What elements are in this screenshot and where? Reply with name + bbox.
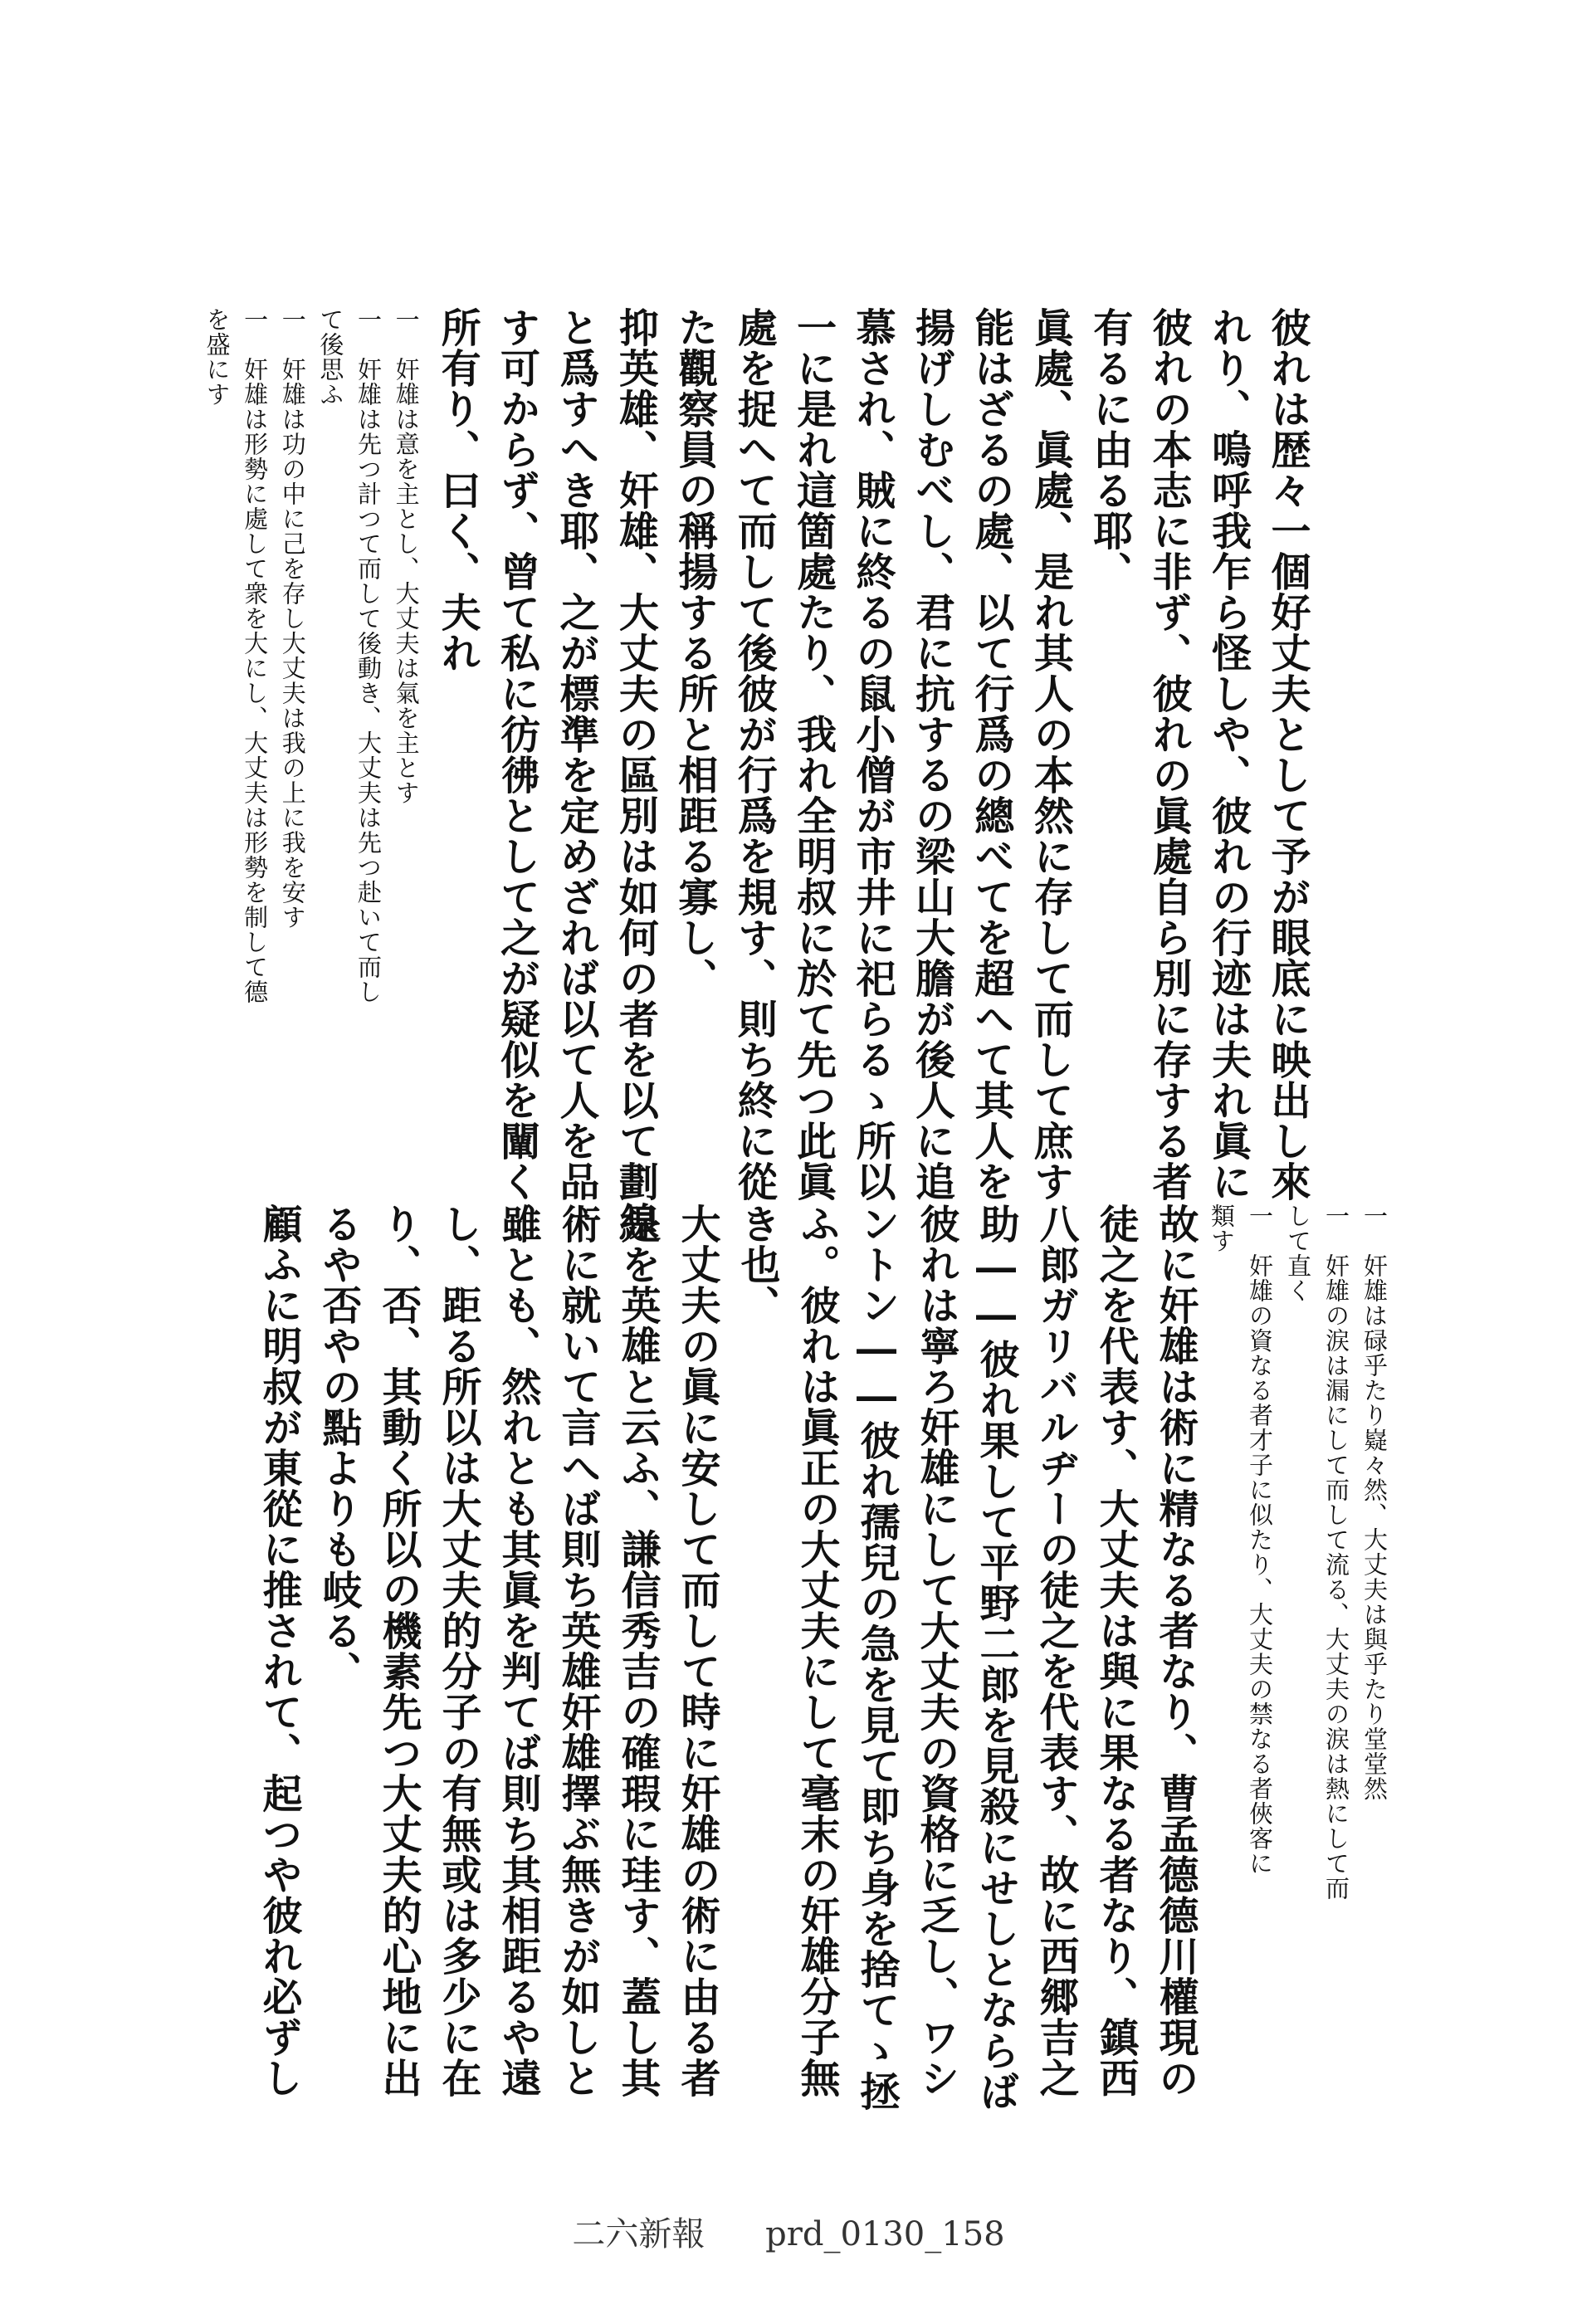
note-column: して直く [1284, 1204, 1312, 1303]
text-column: 是を英雄と云ふ、謙信秀吉の確瑕に珪す、蓋し其 [614, 1204, 661, 2098]
text-column: 彼れは歴々一個好丈夫として予が眼底に映出し來 [1264, 307, 1311, 1202]
note-column: 一 奸雄は形勢に處して衆を大にし、大丈夫は形勢を制して德 [241, 307, 270, 1004]
note-column: 一 奸雄は意を主とし、大丈夫は氣を主とす [392, 307, 421, 805]
text-column: 大丈夫の眞に安して而して時に奸雄の術に由る者 [674, 1204, 720, 2098]
lower-text-block [191, 1204, 1389, 2112]
text-column: 一に是れ這箇處たり、我れ全明叔に於て先つ此眞 [789, 307, 837, 1202]
text-column: 有るに由る耶、 [1086, 307, 1133, 592]
text-column: 彼れの本志に非ず、彼れの眞處自ら別に存する者 [1145, 307, 1193, 1202]
note-column: 一 奸雄は先つ計つて而して後動き、大丈夫は先つ赴いて而し [354, 307, 383, 1004]
text-column: す可からず、曾て私に彷彿として之が疑似を闡く [493, 307, 540, 1202]
document-id: prd_0130_158 [765, 2215, 1005, 2253]
note-column: 一 奸雄は功の中に己を存し大丈夫は我の上に我を安す [278, 307, 307, 930]
text-column: 能はざるの處、以て行爲の總べてを超へて其人を [967, 307, 1014, 1202]
text-column: 助――彼れ果して平野二郎を見殺にせしとならば [973, 1204, 1019, 2112]
text-column: 彼れは寧ろ奸雄にして大丈夫の資格に乏し、ワシ [913, 1204, 959, 2098]
text-column: 顧ふに明叔が東從に推されて、起つや彼れ必ずし [256, 1204, 302, 2098]
note-column: 類す [1208, 1204, 1236, 1253]
text-column: 故に奸雄は術に精なる者なり、曹孟德德川權現の [1152, 1204, 1199, 2098]
text-column: り、否、其動く所以の機素先つ大丈夫的心地に出 [375, 1204, 422, 2098]
note-column: 一 奸雄の資なる者才子に似たり、大丈夫の禁なる者俠客に [1246, 1204, 1274, 1876]
text-column: た觀察員の稱揚する所と相距る寡し、 [671, 307, 718, 998]
text-column: ントン――彼れ孺兒の急を見て即ち身を捨てゝ拯 [853, 1204, 900, 2112]
note-column: 一 奸雄の涙は漏にして而して流る、大丈夫の涙は熱にして而 [1322, 1204, 1350, 1901]
text-column: 眞處、眞處、是れ其人の本然に存して而して庶す [1027, 307, 1074, 1202]
text-column: 所有り、曰く、夫れ [434, 307, 481, 673]
text-column: 抑英雄、奸雄、大丈夫の區別は如何の者を以て劃線 [612, 307, 659, 1243]
note-column: 一 奸雄は碌乎たり嶷々然、大丈夫は與乎たり堂堂然 [1360, 1204, 1389, 1801]
note-column: て後思ふ [316, 307, 345, 407]
text-column: 揚げしむべし、君に抗するの梁山大膽が後人に追 [908, 307, 955, 1202]
text-column: し、距る所以は大丈夫的分子の有無或は多少に在 [435, 1204, 481, 2098]
text-column: 徒之を代表す、大丈夫は與に果なる者なり、鎮西 [1092, 1204, 1139, 2098]
text-column: 八郎ガリバルヂーの徒之を代表す、故に西郷吉之 [1033, 1204, 1079, 2098]
page-footer [0, 2208, 1577, 2255]
text-column: ふ。彼れは眞正の大丈夫にして毫末の奸雄分子無 [793, 1204, 840, 2098]
text-column: 雖とも、然れとも其眞を判てば則ち其相距るや遠 [495, 1204, 541, 2098]
text-column: 處を捉へて而して後彼が行爲を規す、則ち終に從 [730, 307, 778, 1202]
text-column: 術に就いて言へば則ち英雄奸雄擇ぶ無きが如しと [554, 1204, 601, 2098]
text-column: れり、嗚呼我乍ら怪しや、彼れの行迹は夫れ眞に [1204, 307, 1252, 1202]
note-column: を盛にす [203, 307, 232, 407]
text-column: 慕され、賊に終るの鼠小僧が市井に祀らるゝ所以 [849, 307, 896, 1202]
publication-name: 二六新報 [572, 2215, 706, 2253]
text-column: き也、 [734, 1204, 780, 1326]
text-column: るや否やの點よりも岐る、 [315, 1204, 362, 1692]
text-column: と爲すへき耶、之が標準を定めざれば以て人を品 [552, 307, 599, 1202]
